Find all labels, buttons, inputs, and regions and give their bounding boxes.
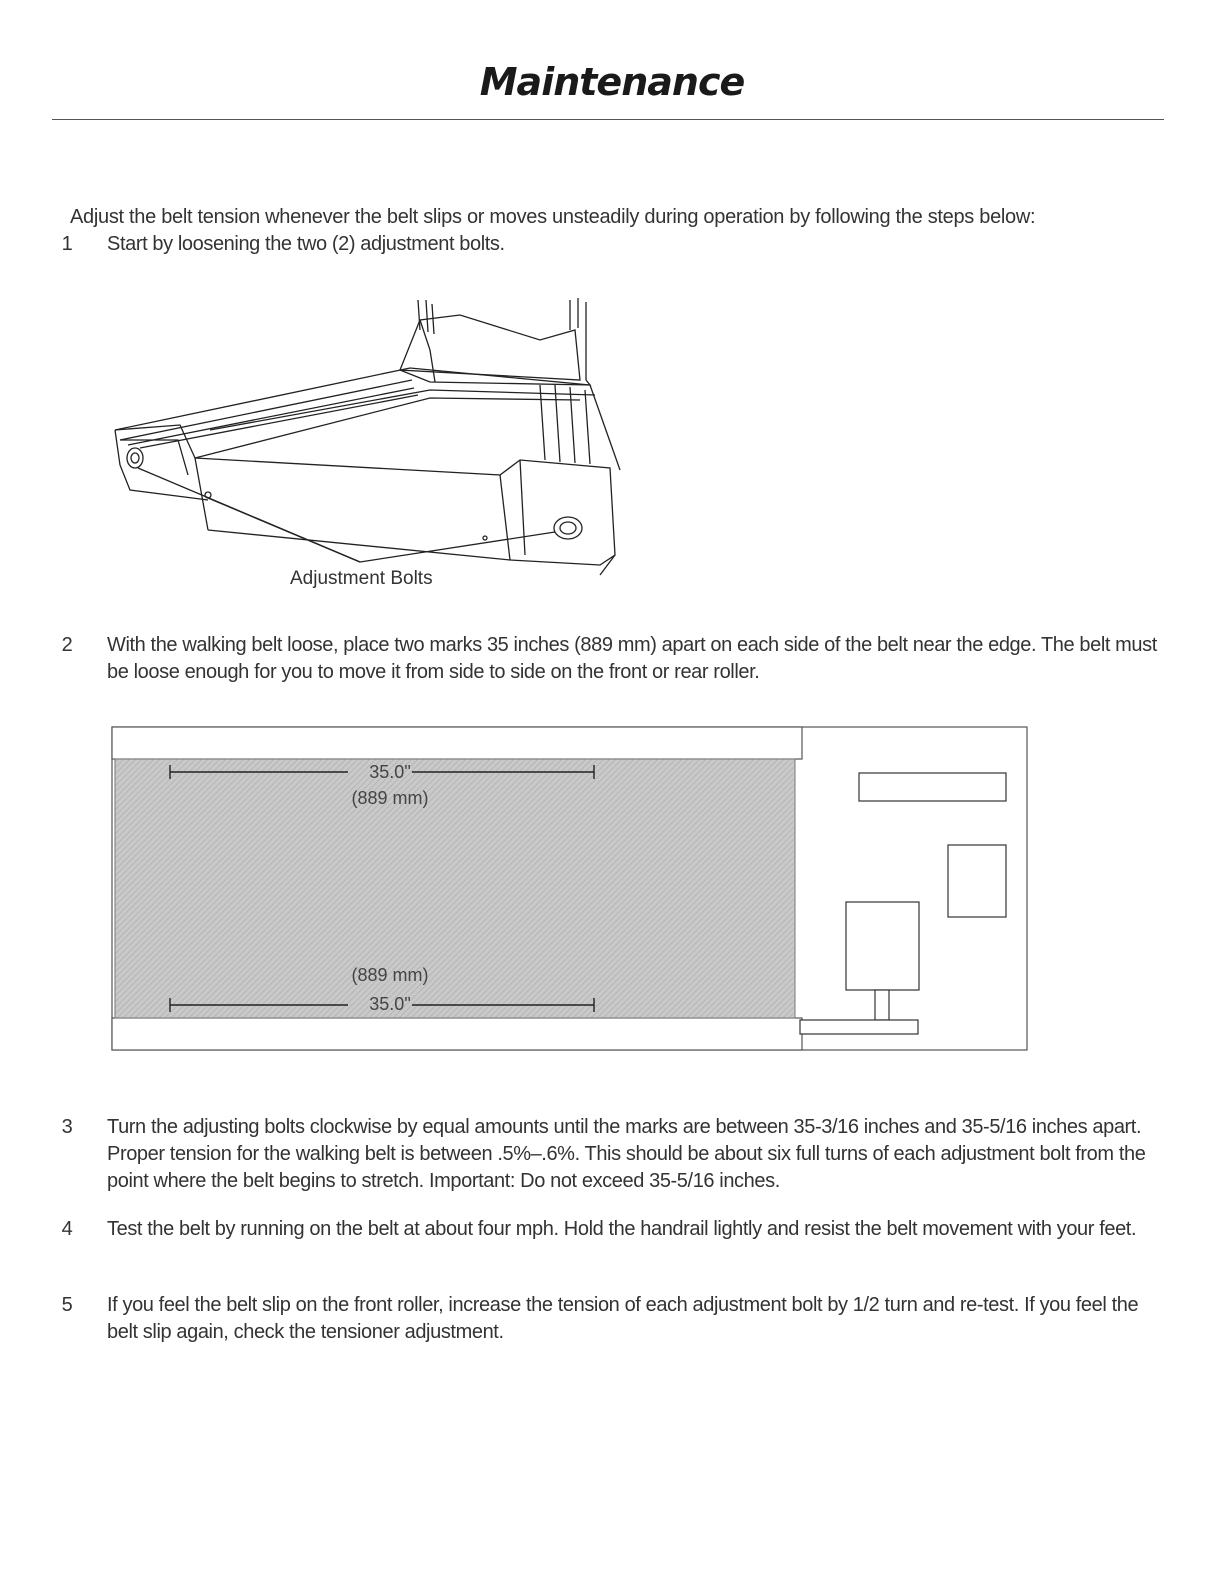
step-text: Start by loosening the two (2) adjustment bolts.	[107, 233, 505, 255]
step-5	[52, 1292, 1162, 1346]
bottom-metric-label: (889 mm)	[351, 965, 429, 985]
adjustment-bolts-label: Adjustment Bolts	[290, 568, 433, 589]
step-text: With the walking belt loose, place two marks 35 inches (889 mm) apart on each side of the belt near the edge. The belt must be loose enough for you to move it from side to side on the front or rear roller.	[107, 634, 1157, 683]
intro-paragraph: Adjust the belt tension whenever the belt slips or moves unsteadily during operation by following the steps below:	[70, 206, 1036, 228]
step-number: 1	[61, 233, 73, 255]
step-1	[52, 231, 1162, 258]
step-3	[52, 1114, 1162, 1195]
step-number: 3	[61, 1116, 73, 1138]
motor-block	[846, 902, 919, 990]
control-board	[859, 773, 1006, 801]
step-number: 2	[61, 634, 73, 656]
front-roller	[800, 1020, 918, 1034]
step-text: Test the belt by running on the belt at about four mph. Hold the handrail lightly and resist the belt movement with your feet.	[107, 1218, 1137, 1240]
bottom-measure-label: 35.0"	[369, 994, 411, 1014]
belt-measurement-diagram	[110, 725, 1035, 1055]
step-text: Turn the adjusting bolts clockwise by equal amounts until the marks are between 35-3/16 inches and 35-5/16 inches apart. Proper tension for the walking belt is between .5%–.6%. This should be about six full turns of each adjustment bolt from the point where the belt begins to stretch. Important: Do not exceed 35-5/16 inches.	[107, 1116, 1146, 1192]
title-divider	[52, 119, 1164, 120]
treadmill-rear-illustration	[100, 290, 640, 600]
step-number: 5	[61, 1294, 73, 1316]
component-block	[948, 845, 1006, 917]
bottom-rail	[112, 1018, 802, 1050]
top-metric-label: (889 mm)	[351, 788, 429, 808]
step-number: 4	[61, 1218, 73, 1240]
top-measure-label: 35.0"	[369, 762, 411, 782]
step-2	[52, 632, 1162, 686]
step-text: If you feel the belt slip on the front roller, increase the tension of each adjustment bolt by 1/2 turn and re-test. If you feel the belt slip again, check the tensioner adjustment.	[107, 1294, 1139, 1343]
motor-mount	[875, 990, 889, 1020]
page-title: Maintenance	[479, 60, 745, 104]
top-rail	[112, 727, 802, 759]
step-4	[52, 1216, 1162, 1243]
